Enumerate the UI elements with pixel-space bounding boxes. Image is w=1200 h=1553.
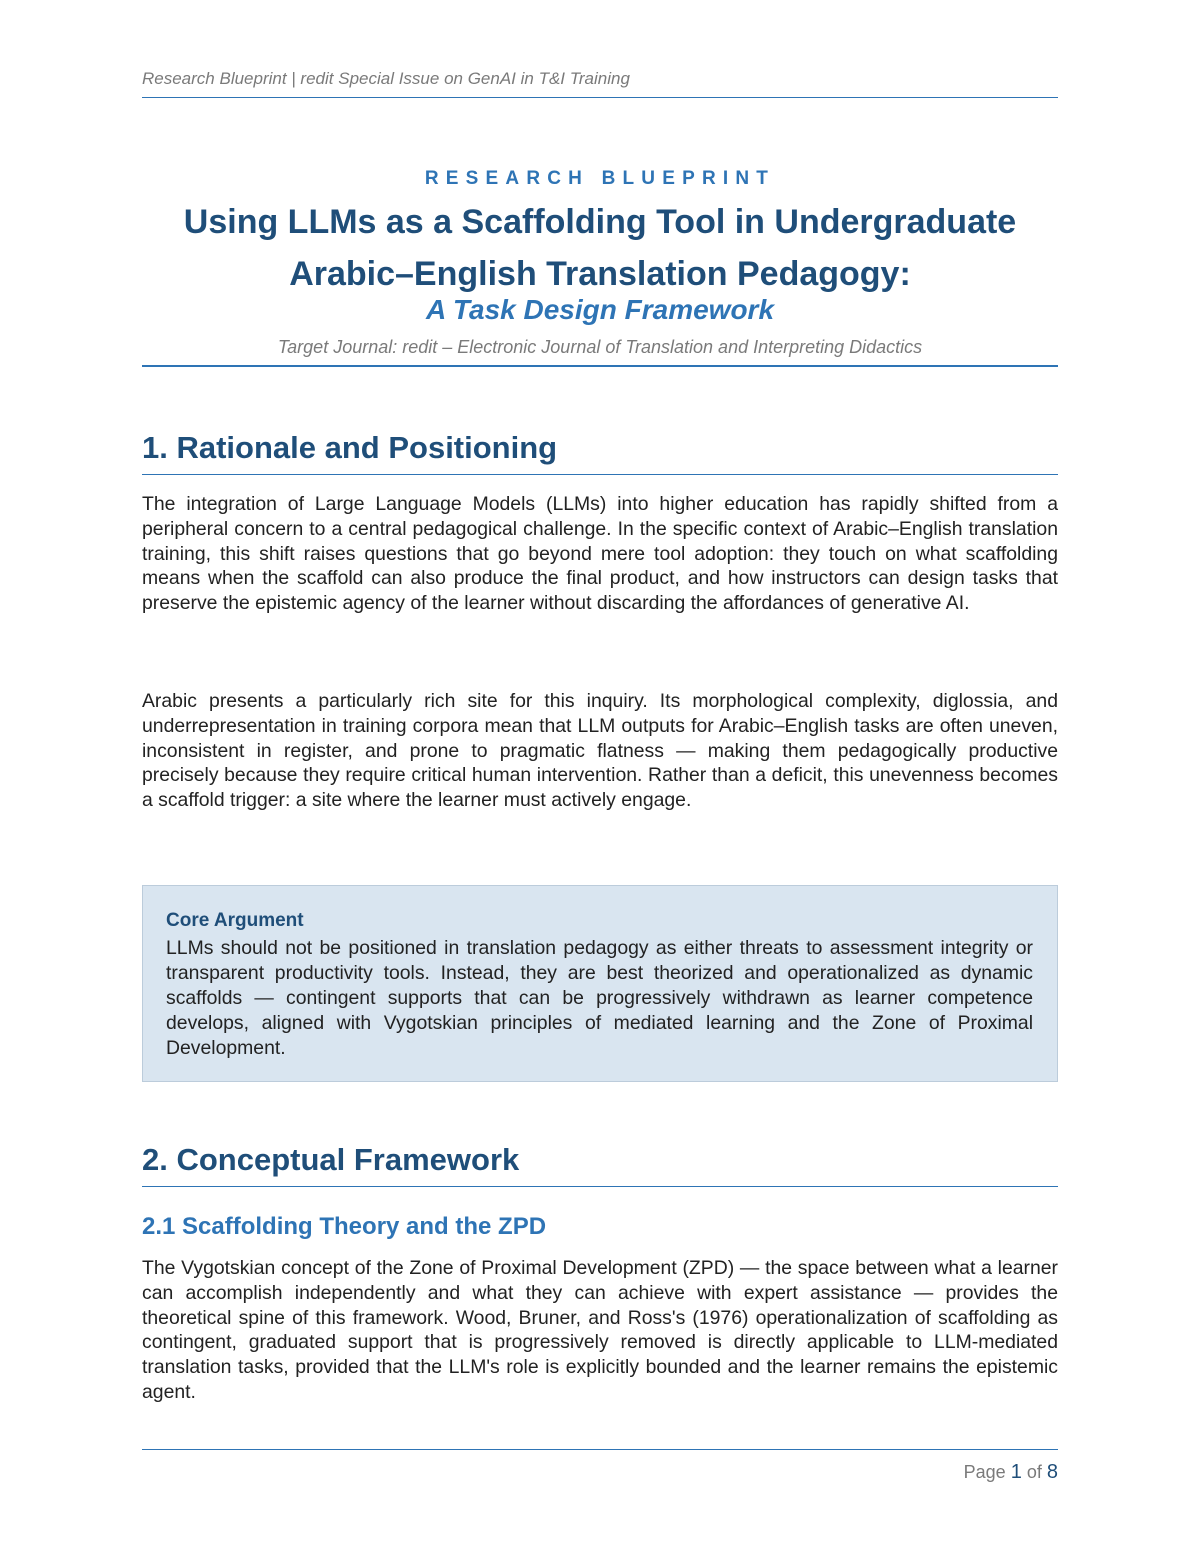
section-2-heading: 2. Conceptual Framework xyxy=(142,1142,520,1177)
callout-title: Core Argument xyxy=(166,910,304,931)
subsection-2-1-paragraph: The Vygotskian concept of the Zone of Proximal Development (ZPD) — the space between what a learner can accomplish independently and what they can achieve with expert assistance — provides the theoretical spine of this framework. Wood, Bruner, and Ross's (1976) operationalization of scaffolding as contingent, graduated support that is progressively removed is directly applicable to LLM-mediated translation tasks, provided that the LLM's role is explicitly bounded and the learner remains the epistemic agent. xyxy=(142,1257,1058,1403)
page-current: 1 xyxy=(1010,1461,1022,1483)
document-subtitle: A Task Design Framework xyxy=(425,294,775,325)
running-header: Research Blueprint | redit Special Issue on GenAI in T&I Training xyxy=(142,69,630,88)
page-total: 8 xyxy=(1046,1461,1058,1483)
page-number xyxy=(964,1461,1058,1484)
core-argument-callout xyxy=(142,885,1058,1082)
page-label: Page xyxy=(963,1462,1006,1482)
eyebrow-label: RESEARCH BLUEPRINT xyxy=(424,168,776,189)
callout-text: LLMs should not be positioned in translation pedagogy as either threats to assessment integrity or transparent productivity tools. Instead, they are best theorized and operationalized as dynamic scaffolds — contingent supports that can be progressively withdrawn as learner competence develops, aligned with Vygotskian principles of mediated learning and the Zone of Proximal Development. xyxy=(166,937,1033,1059)
section-1-rule xyxy=(142,474,1058,475)
subsection-2-1-heading: 2.1 Scaffolding Theory and the ZPD xyxy=(142,1213,547,1240)
document-title xyxy=(142,196,1058,300)
section-1-heading: 1. Rationale and Positioning xyxy=(142,430,558,465)
target-journal: Target Journal: redit – Electronic Journal of Translation and Interpreting Didactics xyxy=(277,337,923,357)
footer-rule xyxy=(142,1449,1058,1450)
section-1-paragraph-1: The integration of Large Language Models (LLMs) into higher education has rapidly shifted from a peripheral concern to a central pedagogical challenge. In the specific context of Arabic–English translation training, this shift raises questions that go beyond mere tool adoption: they touch on what scaffolding means when the scaffold can also produce the final product, and how instructors can design tasks that preserve the epistemic agency of the learner without discarding the affordances of generative AI. xyxy=(142,493,1058,615)
header-rule xyxy=(142,97,1058,98)
page-of-label: of xyxy=(1026,1462,1042,1482)
title-rule xyxy=(142,365,1058,367)
title-line-1: Using LLMs as a Scaffolding Tool in Undergraduate xyxy=(183,203,1017,241)
section-2-rule xyxy=(142,1186,1058,1187)
section-1-paragraph-2: Arabic presents a particularly rich site for this inquiry. Its morphological complexity, diglossia, and underrepresentation in training corpora mean that LLM outputs for Arabic–English tasks are often uneven, inconsistent in register, and prone to pragmatic flatness — making them pedagogically productive precisely because they require critical human intervention. Rather than a deficit, this unevenness becomes a scaffold trigger: a site where the learner must actively engage. xyxy=(142,690,1058,812)
title-line-2: Arabic–English Translation Pedagogy: xyxy=(289,255,911,293)
